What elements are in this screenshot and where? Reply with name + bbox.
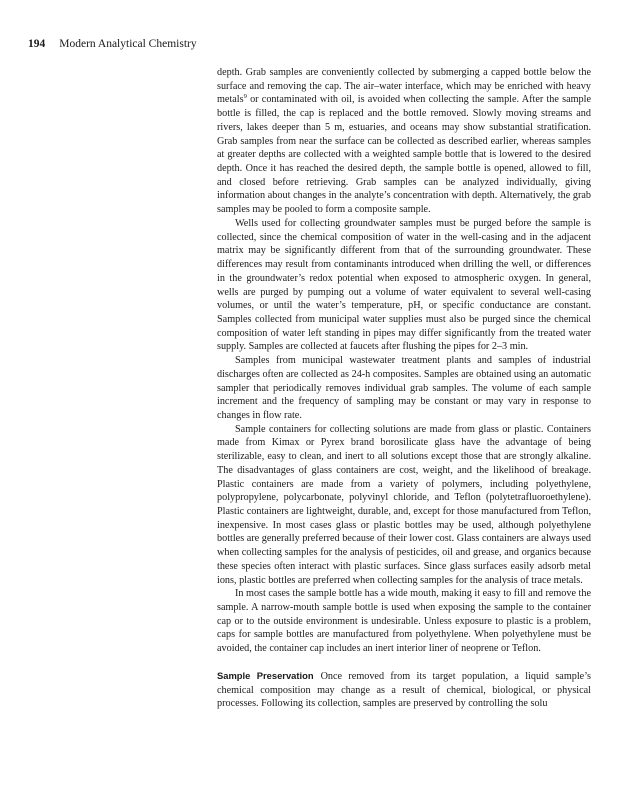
page-number: 194 <box>28 38 46 50</box>
paragraph-text: or contaminated with oil, is avoided when collecting the sample. After the sample bottle is filled, the cap is replaced and the bottle removed. Slowly moving streams and rivers, lakes deeper than 5 m, estuaries, and oceans may show substantial stratification. Grab samples from near the surface can be collected as described earlier, whereas samples at greater depths are collected with a weighted sample bottle that is lowered to the desired depth. Once it has reached the desired depth, the sample bottle is opened, allowed to fill, and closed before retrieving. Grab samples can be analyzed individually, giving information about changes in the analyte’s concentration with depth. Alternatively, the grab samples may be pooled to form a composite sample. <box>217 94 591 216</box>
paragraph-text: depth. Grab samples are conveniently collected by submerging a capped bottle below the surface and removing the cap. The air–water interface, which may be enriched with heavy metals <box>217 67 591 106</box>
paragraph-bottle-mouth: In most cases the sample bottle has a wide mouth, making it easy to fill and remove the sample. A narrow-mouth sample bottle is used when exposing the sample to the container cap or to the outside environment is undesirable. Unless exposure to plastic is a problem, caps for sample bottles are manufactured from polyethylene. When polyethylene must be avoided, the container cap includes an inert interior liner of neoprene or Teflon. <box>217 588 591 655</box>
section-sample-preservation <box>217 669 591 711</box>
footnote-reference: 9 <box>243 93 247 101</box>
paragraph-grab-samples <box>217 66 591 217</box>
book-title: Modern Analytical Chemistry <box>59 38 197 50</box>
running-head <box>28 38 197 50</box>
paragraph-containers: Sample containers for collecting solutions are made from glass or plastic. Containers made from Kimax or Pyrex brand borosilicate glass have the advantage of being sterilizable, easy to clean, and inert to all solutions except those that are strongly alkaline. The disadvantages of glass containers are cost, weight, and the likelihood of breakage. Plastic containers are made from a variety of polymers, including polyethylene, polypropylene, polycarbonate, polyvinyl chloride, and Teflon (polytetrafluoroethylene). Plastic containers are lightweight, durable, and, except for those manufactured from Teflon, inexpensive. In most cases glass or plastic bottles may be used, although polyethylene bottles are generally preferred because of their lower cost. Glass containers are always used when collecting samples for the analysis of pesticides, oil and grease, and organics because these species often interact with plastic surfaces. Since glass surfaces easily adsorb metal ions, plastic bottles are preferred when collecting samples for the analysis of trace metals. <box>217 423 591 586</box>
paragraph-wastewater: Samples from municipal wastewater treatment plants and samples of industrial discharges often are collected as 24-h composites. Samples are obtained using an automatic sampler that periodically removes individual grab samples. The volume of each sample increment and the frequency of sampling may be constant or may vary in response to changes in flow rate. <box>217 355 591 421</box>
body-text <box>217 66 591 711</box>
section-heading: Sample Preservation <box>217 669 314 681</box>
paragraph-wells: Wells used for collecting groundwater samples must be purged before the sample is collected, since the chemical composition of water in the well-casing and in the adjacent matrix may be significantly different from that of the surrounding groundwater. These differences may result from contaminants introduced when drilling the well, or differences in the groundwater’s redox potential when exposed to atmospheric oxygen. In general, wells are purged by pumping out a volume of water equivalent to several well-casing volumes, or until the water’s temperature, pH, or specific conductance are constant. Samples collected from municipal water supplies must also be purged since the chemical composition of water left standing in pipes may differ significantly from the treated water supply. Samples are collected at faucets after flushing the pipes for 2–3 min. <box>217 217 591 353</box>
section-text: Once removed from its target population, a liquid sample’s chemical composition may change as a result of chemical, biological, or physical processes. Following its collection, samples are preserved by controlling the solu <box>217 670 591 710</box>
